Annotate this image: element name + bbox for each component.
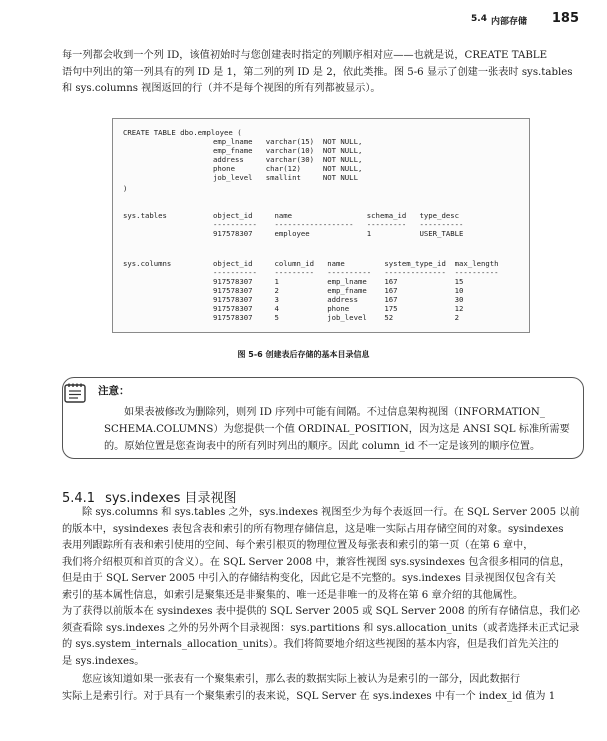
code-line: address varchar(30) NOT NULL, bbox=[213, 155, 363, 164]
section-paragraph-2 bbox=[62, 672, 582, 705]
code-line: emp_lname varchar(15) NOT NULL, bbox=[213, 137, 363, 146]
sys-tables-row: 917578307 employee 1 USER_TABLE bbox=[213, 229, 464, 238]
note-line: 如果表被修改为删除列，则列 ID 序列中可能有间隔。不过信息架构视图（INFORMATION_ bbox=[124, 407, 545, 418]
note-line: 的。原始位置是您查询表中的所有列时列出的顺序。因此 column_id 不一定是该列的顺序位置。 bbox=[104, 441, 541, 452]
note-body bbox=[104, 404, 582, 455]
intro-line: 和 sys.columns 视图返回的行（并不是每个视图的所有列都被显示）。 bbox=[62, 83, 381, 94]
figure-code-listing bbox=[112, 118, 530, 333]
sys-columns-divider: ---------- --------- ---------- -------------- ---------- bbox=[213, 268, 499, 277]
sys-columns-label: sys.columns bbox=[123, 259, 172, 268]
sys-tables-divider: ---------- ------------------ --------- ---------- bbox=[213, 220, 464, 229]
code-line: job_level smallint NOT NULL bbox=[213, 173, 358, 182]
code-line: emp_fname varchar(10) NOT NULL, bbox=[213, 146, 363, 155]
page-number: 185 bbox=[551, 11, 579, 26]
code-line: ) bbox=[123, 184, 128, 193]
section-paragraph-1 bbox=[62, 505, 582, 670]
section-title: sys.indexes 目录视图 bbox=[105, 491, 237, 506]
note-icon bbox=[64, 383, 86, 403]
header-section-number: 5.4 bbox=[471, 14, 487, 24]
body-line: 但是由于 SQL Server 2005 中引入的存储结构变化，因此它是不完整的。sys.indexes 目录视图仅包含有关 bbox=[62, 573, 556, 584]
sys-columns-row: 917578307 3 address 167 30 bbox=[213, 295, 464, 304]
body-line: 须查看除 sys.indexes 之外的另外两个目录视图：sys.partitions 和 sys.allocation_units（或者选择未正式记录 bbox=[62, 622, 580, 634]
body-line: 我们将介绍根页和首页的含义）。在 SQL Server 2008 中，兼容性视图 sys.sysindexes 包含很多相同的信息， bbox=[62, 556, 571, 568]
body-line: 为了获得以前版本在 sysindexes 表中提供的 SQL Server 2005 或 SQL Server 2008 的所有存储信息，我们必 bbox=[62, 606, 580, 617]
sys-tables-header: object_id name schema_id type_desc bbox=[213, 211, 460, 220]
code-line: phone char(12) NOT NULL, bbox=[213, 164, 363, 173]
sys-columns-header: object_id column_id name system_type_id max_length bbox=[213, 259, 499, 268]
section-heading bbox=[62, 487, 237, 506]
body-line: 除 sys.columns 和 sys.tables 之外，sys.indexes 视图至少为每个表返回一行。在 SQL Server 2005 以前 bbox=[82, 507, 580, 518]
section-number: 5.4.1 bbox=[62, 491, 96, 506]
note-line: SCHEMA.COLUMNS）为您提供一个值 ORDINAL_POSITION，因为这是 ANSI SQL 标准所需要 bbox=[104, 424, 570, 435]
body-line: 表用列跟踪所有表和索引使用的空间、每个索引根页的物理位置及每张表和索引的第一页（在第 6 章中， bbox=[62, 540, 534, 551]
note-label: 注意： bbox=[98, 385, 130, 397]
figure-caption: 图 5-6 创建表后存储的基本目录信息 bbox=[237, 350, 370, 359]
sys-columns-row: 917578307 1 emp_lname 167 15 bbox=[213, 277, 464, 286]
intro-paragraph bbox=[62, 48, 582, 98]
code-line: CREATE TABLE dbo.employee ( bbox=[123, 128, 242, 137]
body-line: 的 sys.system_internals_allocation_units）。我们将简要地介绍这些视图的基本内容，但是我们首先关注的 bbox=[62, 639, 559, 650]
intro-line: 每一列都会收到一个列 ID，该值初始时与您创建表时指定的列顺序相对应——也就是说，CREATE TABLE bbox=[62, 50, 548, 61]
sys-tables-label: sys.tables bbox=[123, 211, 167, 220]
intro-line: 语句中列出的第一列具有的列 ID 是 1，第二列的列 ID 是 2，依此类推。图 5-6 显示了创建一张表时 sys.tables bbox=[62, 66, 573, 78]
body-line: 是 sys.indexes。 bbox=[62, 655, 145, 667]
header-section-title: 内部存储 bbox=[490, 17, 527, 27]
body-line: 实际上是索引行。对于具有一个聚集索引的表来说，SQL Server 在 sys.indexes 中有一个 index_id 值为 1 bbox=[62, 690, 556, 702]
body-line: 您应该知道如果一张表有一个聚集索引，那么表的数据实际上被认为是索引的一部分，因此数据行 bbox=[82, 674, 521, 685]
sys-columns-row: 917578307 4 phone 175 12 bbox=[213, 304, 464, 313]
body-line: 索引的基本属性信息，如索引是聚集还是非聚集的、唯一还是非唯一的及将在第 6 章介绍的其他属性。 bbox=[62, 589, 524, 601]
body-line: 的版本中，sysindexes 表包含表和索引的所有物理存储信息，这是唯一实际占用存储空间的对象。sysindexes bbox=[62, 523, 564, 535]
sys-columns-row: 917578307 5 job_level 52 2 bbox=[213, 313, 460, 322]
sys-columns-row: 917578307 2 emp_fname 167 10 bbox=[213, 286, 464, 295]
page-header bbox=[0, 10, 607, 30]
